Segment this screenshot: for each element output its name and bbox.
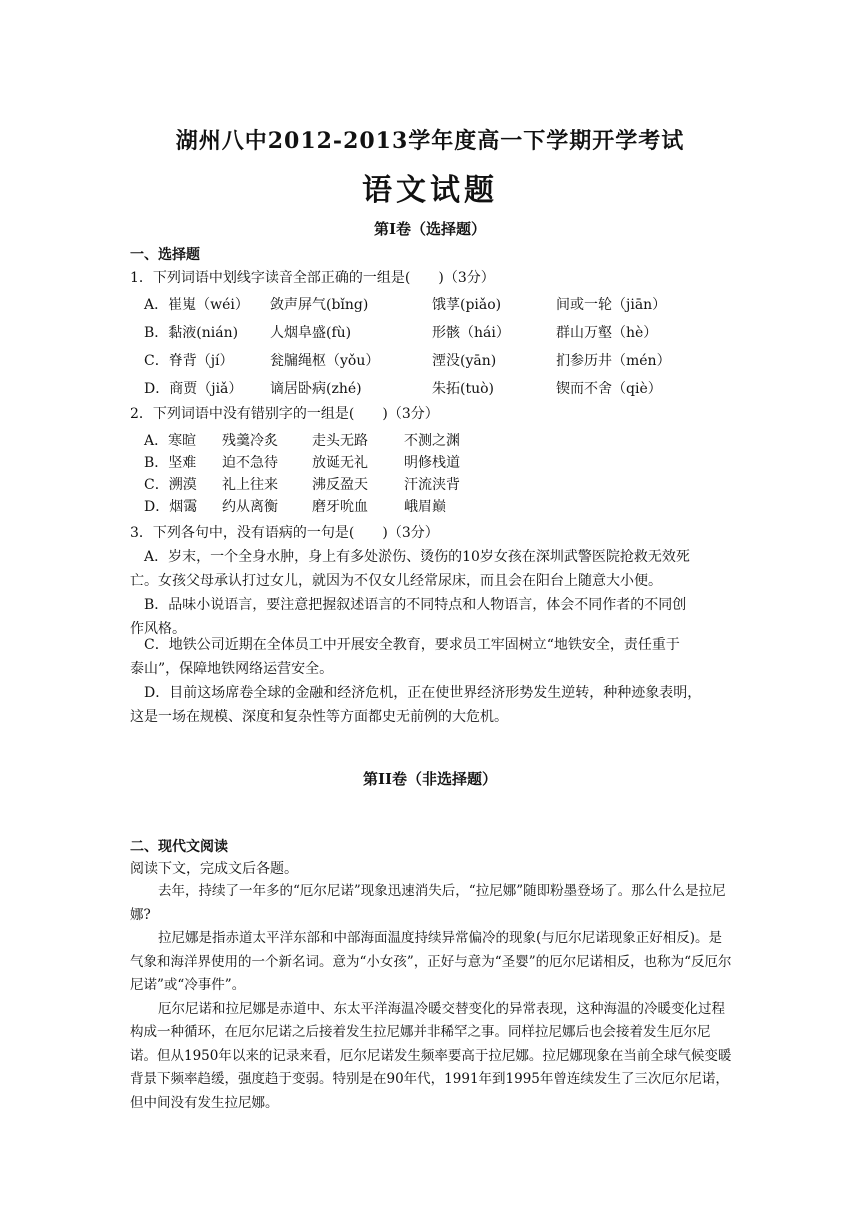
q1-row1-item1: A．崔嵬（wéi） <box>144 297 249 313</box>
reading-paragraph-1: 去年，持续了一年多的“厄尔尼诺”现象迅速消失后，“拉尼娜”随即粉墨登场了。那么什么是拉尼娜? <box>130 883 726 923</box>
exam-title: 湖州八中2012-2013学年度高一下学期开学考试 <box>175 128 685 154</box>
q2-row1-item2: 残羹冷炙 <box>222 433 278 449</box>
q2-row2-item1: B．坚难 <box>144 455 197 471</box>
q3-stem: 3．下列各句中，没有语病的一句是( )（3分） <box>130 525 439 541</box>
q1-row4-item4: 锲而不舍（qiè） <box>556 381 662 397</box>
q3-option-a-line1: A．岁末，一个全身水肿，身上有多处淤伤、烫伤的10岁女孩在深圳武警医院抢救无效死 <box>144 549 690 565</box>
q1-stem: 1．下列词语中划线字读音全部正确的一组是( )（3分） <box>130 270 495 286</box>
reading-intro: 阅读下文，完成文后各题。 <box>130 861 298 877</box>
reading-paragraph-2: 拉尼娜是指赤道太平洋东部和中部海面温度持续异常偏冷的现象(与厄尔尼诺现象正好相反)。是气象和海洋界使用的一个新名词。意为“小女孩”，正好与意为“圣婴”的厄尔尼诺相反，也称为“反厄尔尼诺”或“冷事件”。 <box>130 930 732 993</box>
q1-row2-item4: 群山万壑（hè） <box>556 325 658 341</box>
part2-title: 第II卷（非选择题） <box>362 770 498 788</box>
part1-title: 第Ⅰ卷（选择题） <box>373 220 487 238</box>
reading-passage <box>130 880 734 1115</box>
q1-row1-item3: 饿莩(piǎo) <box>432 297 502 313</box>
q1-row1-item2: 敛声屏气(bǐng) <box>270 297 369 313</box>
q1-row2-item1: B．黏液(nián) <box>144 325 239 341</box>
q2-row3-item4: 汗流浃背 <box>404 477 460 493</box>
q3-option-d-line1: D．目前这场席卷全球的金融和经济危机，正在使世界经济形势发生逆转，种种迹象表明， <box>144 685 702 701</box>
q3-option-b-line1: B．品味小说语言，要注意把握叙述语言的不同特点和人物语言，体会不同作者的不同创 <box>144 597 687 613</box>
q2-row2-item2: 迫不急待 <box>222 455 278 471</box>
section-reading: 二、现代文阅读 <box>130 839 228 855</box>
q1-row2-item3: 形骸（hái） <box>432 325 510 341</box>
q2-row2-item4: 明修栈道 <box>404 455 460 471</box>
q2-stem: 2．下列词语中没有错别字的一组是( )（3分） <box>130 406 439 422</box>
section-choice: 一、选择题 <box>130 247 200 263</box>
q1-row4-item3: 朱拓(tuò) <box>432 381 494 397</box>
q2-row2-item3: 放诞无礼 <box>312 455 368 471</box>
q2-row4-item3: 磨牙吮血 <box>312 499 368 515</box>
q1-row3-item3: 湮没(yān) <box>432 353 497 369</box>
q2-row4-item2: 约从离衡 <box>222 499 278 515</box>
q1-row3-item2: 瓮牖绳枢（yǒu） <box>270 353 380 369</box>
reading-paragraph-3: 厄尔尼诺和拉尼娜是赤道中、东太平洋海温冷暖交替变化的异常表现，这种海温的冷暖变化过程构成一种循环，在厄尔尼诺之后接着发生拉尼娜并非稀罕之事。同样拉尼娜后也会接着发生厄尔尼诺。但从1950年以来的记录来看，厄尔尼诺发生频率要高于拉尼娜。拉尼娜现象在当前全球气候变暖背景下频率趋缓，强度趋于变弱。特别是在90年代，1991年到1995年曾连续发生了三次厄尔尼诺，但中间没有发生拉尼娜。 <box>130 1000 732 1111</box>
q2-row3-item2: 礼上往来 <box>222 477 278 493</box>
q3-option-d-line2: 这是一场在规模、深度和复杂性等方面都史无前例的大危机。 <box>130 709 508 725</box>
q1-row3-item4: 扪参历井（mén） <box>556 353 671 369</box>
q2-row4-item1: D．烟霭 <box>144 499 198 515</box>
exam-subtitle: 语文试题 <box>362 173 498 208</box>
q2-row1-item4: 不测之渊 <box>404 433 460 449</box>
q2-row3-item1: C．溯漠 <box>144 477 197 493</box>
q3-option-c-line2: 泰山”，保障地铁网络运营安全。 <box>130 661 334 677</box>
q3-option-b-line2: 作风格。 <box>130 621 186 637</box>
q1-row3-item1: C．脊背（jí） <box>144 353 234 369</box>
q1-row2-item2: 人烟阜盛(fù) <box>270 325 352 341</box>
q3-option-a-line2: 亡。女孩父母承认打过女儿，就因为不仅女儿经常尿床，而且会在阳台上随意大小便。 <box>130 573 662 589</box>
q2-row1-item3: 走头无路 <box>312 433 368 449</box>
q2-row4-item4: 峨眉巅 <box>404 499 446 515</box>
q1-row4-item1: D．商贾（jiǎ） <box>144 381 243 397</box>
q2-row1-item1: A．寒暄 <box>144 433 197 449</box>
q1-row1-item4: 间或一轮（jiān） <box>556 297 667 313</box>
q1-row4-item2: 谪居卧病(zhé) <box>270 381 362 397</box>
q2-row3-item3: 沸反盈天 <box>312 477 368 493</box>
q3-option-c-line1: C．地铁公司近期在全体员工中开展安全教育，要求员工牢固树立“地铁安全，责任重于 <box>144 637 680 653</box>
